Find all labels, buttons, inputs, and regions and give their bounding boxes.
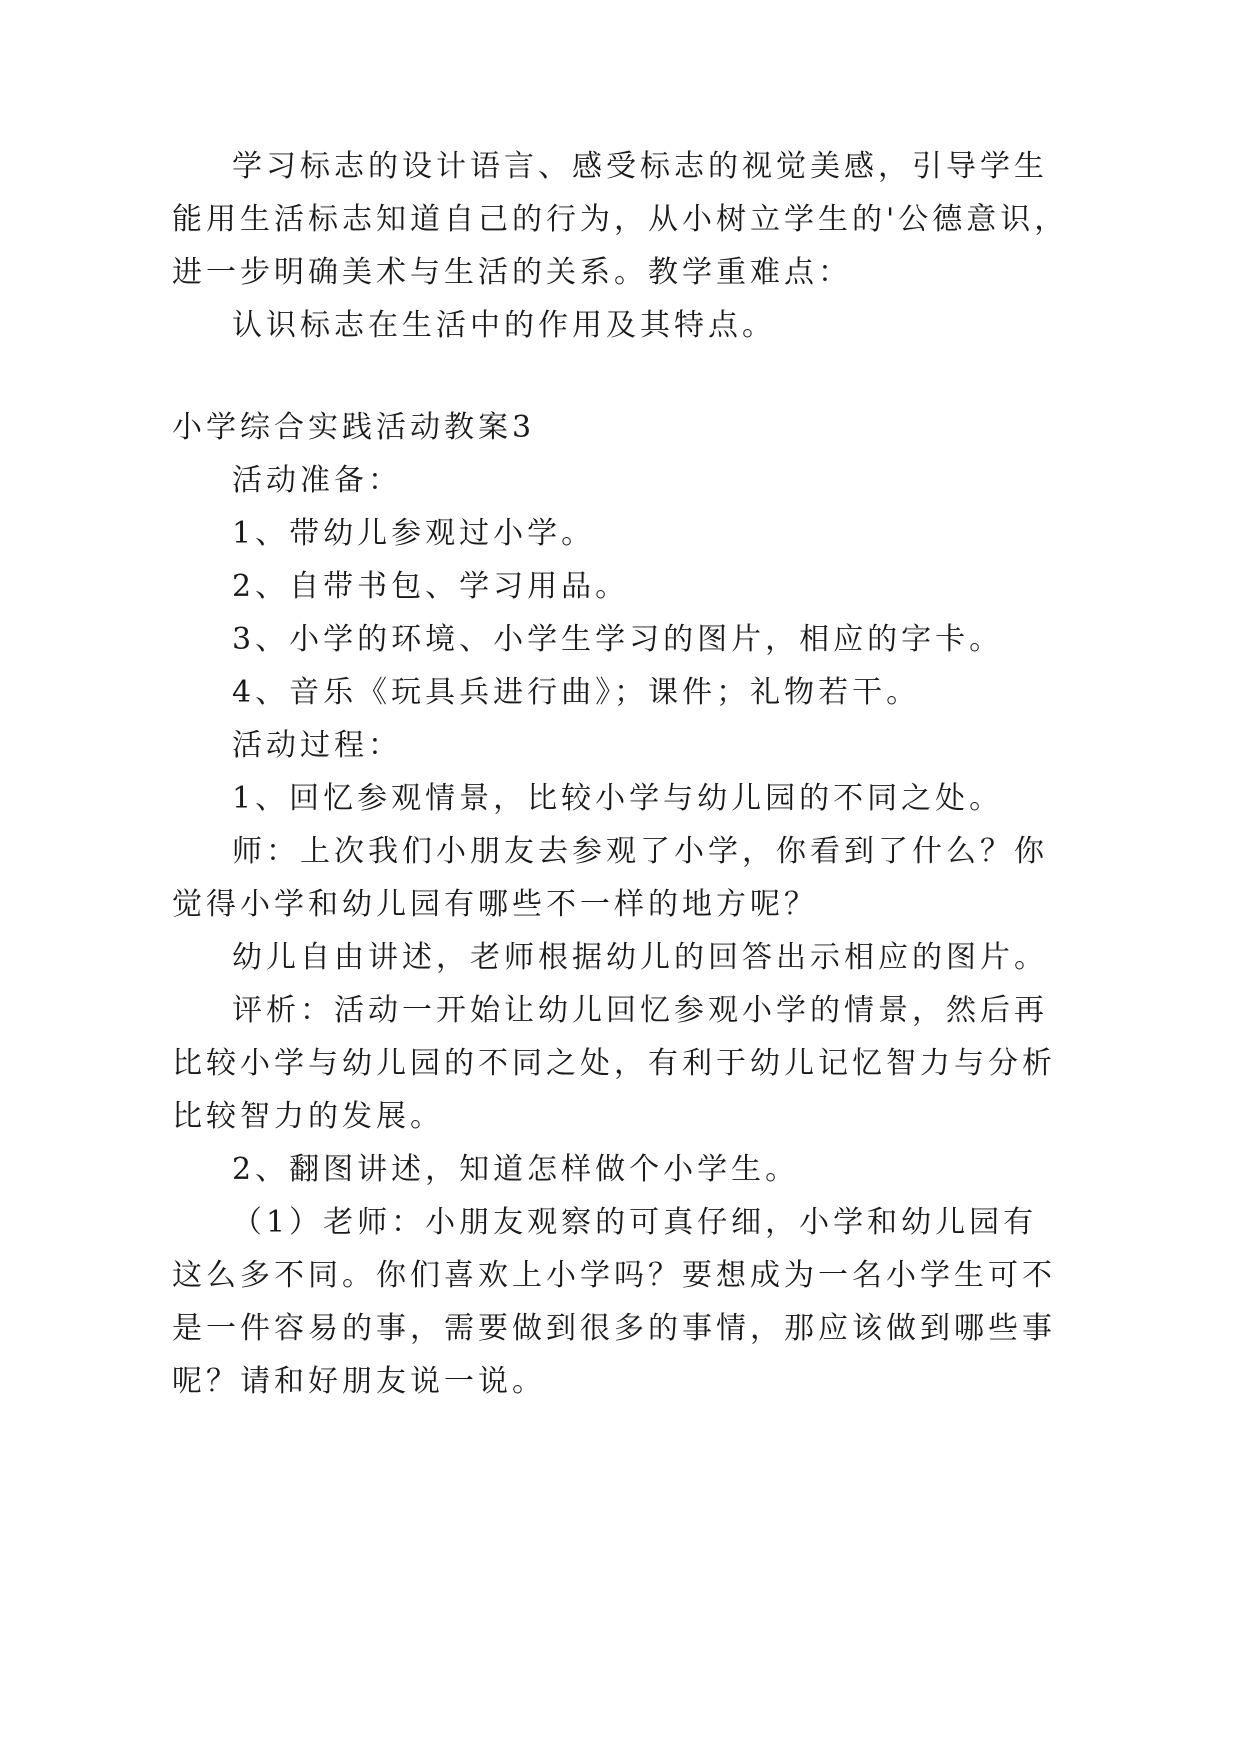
sub-step-line: 呢？请和好朋友说一说。 — [172, 1364, 546, 1399]
process-step: 1、回忆参观情景，比较小学与幼儿园的不同之处。 — [232, 781, 1004, 816]
teacher-question-line: 师：上次我们小朋友去参观了小学，你看到了什么？你 — [232, 834, 1048, 869]
process-step: 2、翻图讲述，知道怎样做个小学生。 — [232, 1152, 800, 1187]
intro-paragraph-line: 进一步明确美术与生活的关系。教学重难点： — [172, 255, 852, 290]
analysis-line: 评析：活动一开始让幼儿回忆参观小学的情景，然后再 — [232, 993, 1048, 1028]
intro-paragraph-key-point: 认识标志在生活中的作用及其特点。 — [232, 308, 776, 343]
prep-item: 3、小学的环境、小学生学习的图片，相应的字卡。 — [232, 622, 1004, 657]
intro-paragraph-line: 学习标志的设计语言、感受标志的视觉美感，引导学生 — [232, 149, 1048, 184]
sub-step-line: 这么多不同。你们喜欢上小学吗？要想成为一名小学生可不 — [172, 1258, 1056, 1293]
intro-paragraph-line: 能用生活标志知道自己的行为，从小树立学生的'公德意识， — [172, 202, 1069, 237]
prep-item: 2、自带书包、学习用品。 — [232, 569, 630, 604]
teacher-question-line: 觉得小学和幼儿园有哪些不一样的地方呢？ — [172, 887, 818, 922]
section-heading: 小学综合实践活动教案3 — [172, 410, 536, 445]
sub-step-line: 是一件容易的事，需要做到很多的事情，那应该做到哪些事 — [172, 1311, 1056, 1346]
prep-label: 活动准备： — [232, 463, 402, 498]
sub-step-line: （1）老师：小朋友观察的可真仔细，小学和幼儿园有 — [232, 1205, 1038, 1240]
process-label: 活动过程： — [232, 728, 402, 763]
prep-item: 1、带幼儿参观过小学。 — [232, 516, 596, 551]
analysis-line: 比较小学与幼儿园的不同之处，有利于幼儿记忆智力与分析 — [172, 1046, 1056, 1081]
children-answer: 幼儿自由讲述，老师根据幼儿的回答出示相应的图片。 — [232, 940, 1048, 975]
analysis-line: 比较智力的发展。 — [172, 1099, 444, 1134]
prep-item: 4、音乐《玩具兵进行曲》；课件；礼物若干。 — [232, 675, 921, 710]
